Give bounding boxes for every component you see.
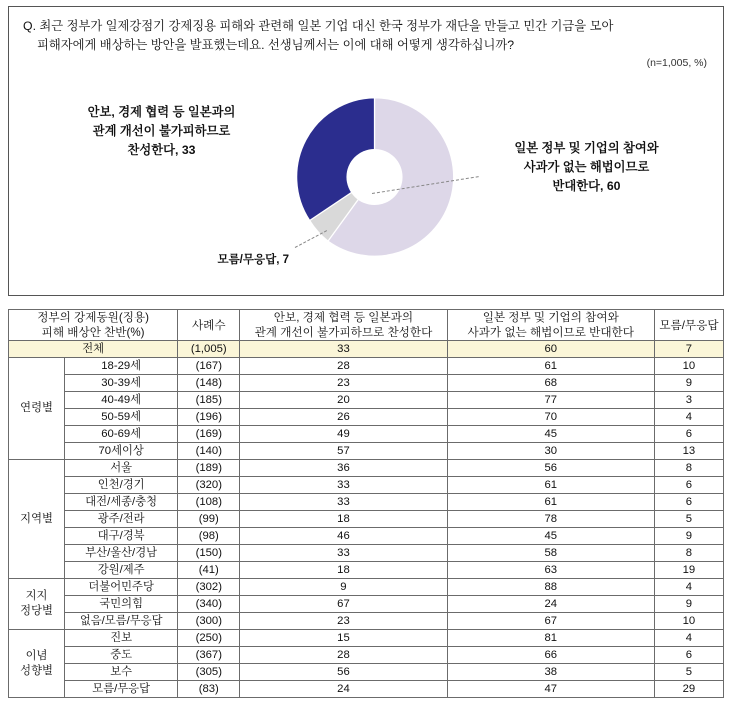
row-oppose: 66 (447, 647, 654, 664)
label-oppose (479, 139, 694, 196)
group-label-ideology-line2: 성향별 (20, 664, 53, 677)
row-agree: 33 (240, 494, 447, 511)
table-row (9, 511, 724, 528)
row-agree: 15 (240, 630, 447, 647)
table-row (9, 392, 724, 409)
table-row (9, 630, 724, 647)
row-label: 보수 (65, 664, 178, 681)
row-n: (320) (178, 477, 240, 494)
row-oppose: 67 (447, 613, 654, 630)
table-row (9, 426, 724, 443)
row-n: (340) (178, 596, 240, 613)
row-dk: 8 (654, 545, 723, 562)
row-oppose: 30 (447, 443, 654, 460)
header-oppose (447, 310, 654, 341)
row-label: 모름/무응답 (65, 681, 178, 698)
header-sample-size: 사례수 (178, 310, 240, 341)
row-dk: 19 (654, 562, 723, 579)
row-oppose: 45 (447, 426, 654, 443)
row-label: 강원/제주 (65, 562, 178, 579)
header-oppose-line1: 일본 정부 및 기업의 참여와 (482, 311, 619, 324)
row-dk: 4 (654, 579, 723, 596)
table-row (9, 477, 724, 494)
label-oppose-line3: 반대한다, 60 (552, 179, 621, 193)
row-dk: 5 (654, 511, 723, 528)
table-row (9, 528, 724, 545)
row-oppose: 61 (447, 494, 654, 511)
row-n: (99) (178, 511, 240, 528)
row-total-agree: 33 (240, 341, 447, 358)
row-oppose: 45 (447, 528, 654, 545)
row-agree: 33 (240, 477, 447, 494)
table-row (9, 460, 724, 477)
label-agree-line1: 안보, 경제 협력 등 일본과의 (87, 105, 236, 119)
row-total-dk: 7 (654, 341, 723, 358)
row-agree: 33 (240, 545, 447, 562)
row-dk: 6 (654, 494, 723, 511)
table-row (9, 358, 724, 375)
row-n: (150) (178, 545, 240, 562)
row-dk: 8 (654, 460, 723, 477)
question-chart-panel (8, 6, 724, 296)
header-agree (240, 310, 447, 341)
row-n: (41) (178, 562, 240, 579)
row-label: 서울 (65, 460, 178, 477)
row-dk: 4 (654, 630, 723, 647)
label-oppose-line2: 사과가 없는 해법이므로 (523, 160, 650, 174)
row-dk: 6 (654, 647, 723, 664)
table-row (9, 375, 724, 392)
header-category (9, 310, 178, 341)
row-dk: 6 (654, 477, 723, 494)
header-oppose-line2: 사과가 없는 해법이므로 반대한다 (467, 326, 634, 339)
row-dk: 10 (654, 358, 723, 375)
row-agree: 67 (240, 596, 447, 613)
table-row (9, 664, 724, 681)
row-n: (83) (178, 681, 240, 698)
row-agree: 46 (240, 528, 447, 545)
question-prefix: Q. (23, 19, 36, 33)
table-row (9, 681, 724, 698)
row-total-oppose: 60 (447, 341, 654, 358)
row-dk: 4 (654, 409, 723, 426)
group-label-age: 연령별 (9, 358, 65, 460)
row-dk: 9 (654, 375, 723, 392)
row-dk: 29 (654, 681, 723, 698)
row-n: (302) (178, 579, 240, 596)
header-dontknow: 모름/무응답 (654, 310, 723, 341)
row-dk: 13 (654, 443, 723, 460)
row-dk: 10 (654, 613, 723, 630)
row-n: (167) (178, 358, 240, 375)
row-oppose: 88 (447, 579, 654, 596)
table-row-total (9, 341, 724, 358)
row-n: (98) (178, 528, 240, 545)
group-label-party (9, 579, 65, 630)
row-label: 중도 (65, 647, 178, 664)
row-n: (108) (178, 494, 240, 511)
row-n: (305) (178, 664, 240, 681)
row-agree: 9 (240, 579, 447, 596)
row-n: (300) (178, 613, 240, 630)
label-dontknow: 모름/무응답, 7 (217, 254, 289, 266)
row-agree: 56 (240, 664, 447, 681)
row-oppose: 38 (447, 664, 654, 681)
row-oppose: 56 (447, 460, 654, 477)
row-agree: 24 (240, 681, 447, 698)
row-label: 40-49세 (65, 392, 178, 409)
row-label: 70세이상 (65, 443, 178, 460)
crosstab-table (8, 309, 724, 698)
header-agree-line2: 관계 개선이 불가피하므로 찬성한다 (254, 326, 433, 339)
row-label: 부산/울산/경남 (65, 545, 178, 562)
row-oppose: 70 (447, 409, 654, 426)
row-total-n: (1,005) (178, 341, 240, 358)
row-label: 없음/모름/무응답 (65, 613, 178, 630)
group-label-region: 지역별 (9, 460, 65, 579)
row-label: 50-59세 (65, 409, 178, 426)
table-row (9, 647, 724, 664)
group-label-party-line1: 지지 (25, 590, 48, 602)
label-agree (49, 103, 274, 160)
row-dk: 6 (654, 426, 723, 443)
row-n: (185) (178, 392, 240, 409)
row-total-label: 전체 (9, 341, 178, 358)
table-row (9, 545, 724, 562)
row-oppose: 63 (447, 562, 654, 579)
row-label: 광주/전라 (65, 511, 178, 528)
row-agree: 28 (240, 358, 447, 375)
row-n: (189) (178, 460, 240, 477)
row-agree: 20 (240, 392, 447, 409)
row-agree: 18 (240, 511, 447, 528)
table-row (9, 596, 724, 613)
row-agree: 28 (240, 647, 447, 664)
row-oppose: 78 (447, 511, 654, 528)
row-label: 대구/경북 (65, 528, 178, 545)
row-n: (140) (178, 443, 240, 460)
row-label: 인천/경기 (65, 477, 178, 494)
table-row (9, 562, 724, 579)
group-label-ideology-line1: 이념 (25, 649, 48, 662)
table-row (9, 409, 724, 426)
group-label-ideology (9, 630, 65, 698)
row-agree: 18 (240, 562, 447, 579)
row-n: (169) (178, 426, 240, 443)
header-agree-line1: 안보, 경제 협력 등 일본과의 (273, 311, 414, 324)
row-agree: 36 (240, 460, 447, 477)
row-label: 대전/세종/충청 (65, 494, 178, 511)
row-label: 30-39세 (65, 375, 178, 392)
row-oppose: 61 (447, 358, 654, 375)
row-agree: 26 (240, 409, 447, 426)
row-n: (148) (178, 375, 240, 392)
row-oppose: 68 (447, 375, 654, 392)
row-dk: 9 (654, 528, 723, 545)
row-label: 60-69세 (65, 426, 178, 443)
row-n: (250) (178, 630, 240, 647)
row-label: 18-29세 (65, 358, 178, 375)
row-agree: 49 (240, 426, 447, 443)
row-agree: 23 (240, 375, 447, 392)
row-label: 국민의힘 (65, 596, 178, 613)
header-category-line2: 피해 배상안 찬반(%) (41, 326, 145, 339)
row-dk: 9 (654, 596, 723, 613)
row-oppose: 24 (447, 596, 654, 613)
question-text (23, 17, 713, 55)
row-oppose: 47 (447, 681, 654, 698)
table-row (9, 494, 724, 511)
donut-chart (292, 77, 457, 277)
row-label: 더불어민주당 (65, 579, 178, 596)
question-line-1: 최근 정부가 일제강점기 강제징용 피해와 관련해 일본 기업 대신 한국 정부가 재단을 만들고 민간 기금을 모아 (39, 19, 614, 33)
sample-size-note: (n=1,005, %) (646, 57, 707, 69)
header-category-line1: 정부의 강제동원(징용) (37, 311, 149, 324)
donut-svg (292, 77, 457, 277)
donut-hole (346, 149, 402, 205)
table-row (9, 443, 724, 460)
table-row (9, 579, 724, 596)
label-oppose-line1: 일본 정부 및 기업의 참여와 (514, 141, 659, 155)
row-n: (196) (178, 409, 240, 426)
label-agree-line3: 찬성한다, 33 (127, 143, 196, 157)
label-agree-line2: 관계 개선이 불가피하므로 (92, 124, 231, 138)
table-header-row (9, 310, 724, 341)
row-agree: 57 (240, 443, 447, 460)
row-oppose: 58 (447, 545, 654, 562)
group-label-party-line2: 정당별 (20, 605, 53, 617)
row-oppose: 77 (447, 392, 654, 409)
row-oppose: 61 (447, 477, 654, 494)
row-dk: 3 (654, 392, 723, 409)
row-dk: 5 (654, 664, 723, 681)
row-oppose: 81 (447, 630, 654, 647)
table-row (9, 613, 724, 630)
row-label: 진보 (65, 630, 178, 647)
row-n: (367) (178, 647, 240, 664)
question-line-2: 피해자에게 배상하는 방안을 발표했는데요. 선생님께서는 이에 대해 어떻게 생각하십니까? (37, 38, 515, 52)
row-agree: 23 (240, 613, 447, 630)
